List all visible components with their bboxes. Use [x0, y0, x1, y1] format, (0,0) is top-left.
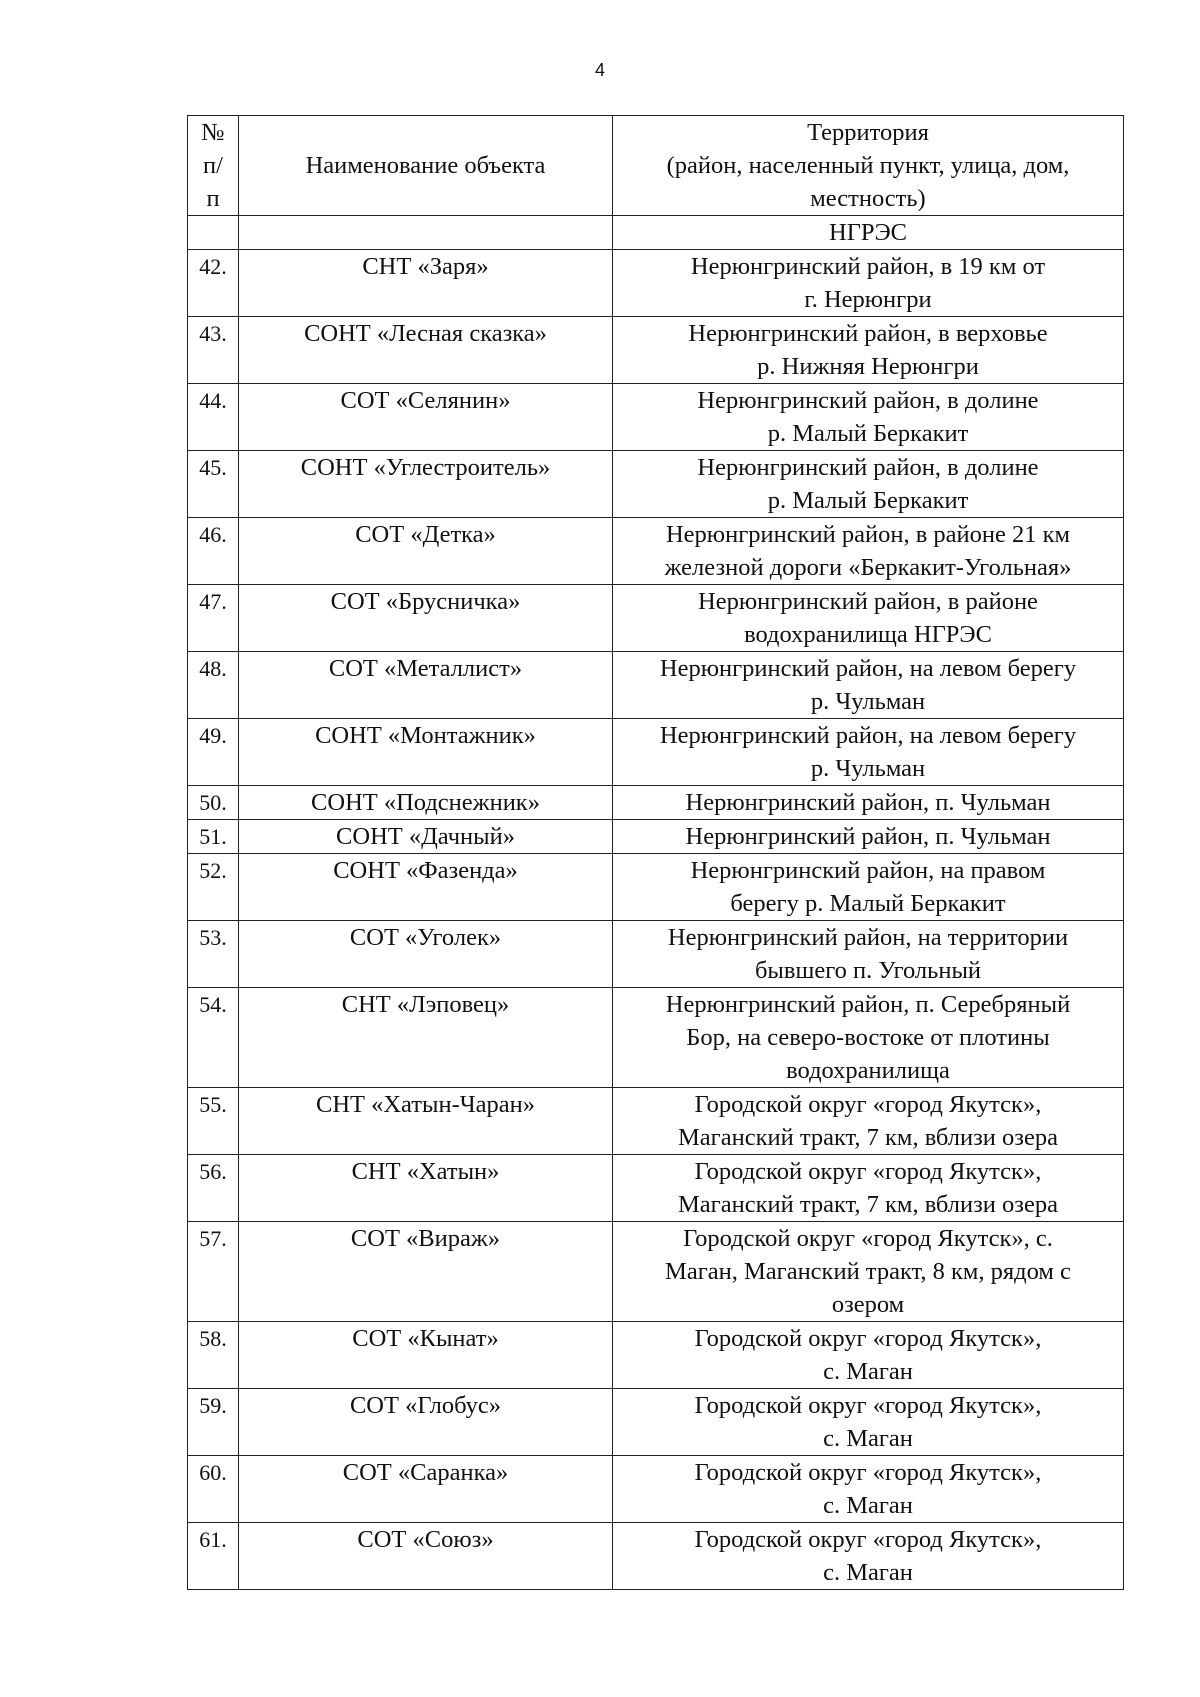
table-row	[188, 854, 1124, 921]
table-row	[188, 585, 1124, 652]
object-name: СОТ «Брусничка»	[239, 585, 613, 652]
table-header	[188, 116, 1124, 216]
section-territory: НГРЭС	[613, 216, 1124, 250]
object-name: СНТ «Заря»	[239, 250, 613, 317]
territory: Городской округ «город Якутск», с. Маган	[613, 1389, 1124, 1456]
table-row	[188, 988, 1124, 1088]
table-row	[188, 820, 1124, 854]
territory: Нерюнгринский район, на левом берегу р. Чульман	[613, 719, 1124, 786]
table-row	[188, 451, 1124, 518]
table-row	[188, 1222, 1124, 1322]
territory: Нерюнгринский район, п. Серебряный Бор, на северо-востоке от плотины водохранилища	[613, 988, 1124, 1088]
row-number: 58.	[188, 1322, 239, 1389]
table-row	[188, 652, 1124, 719]
object-name: СОНТ «Углестроитель»	[239, 451, 613, 518]
table-row	[188, 518, 1124, 585]
header-territory-line: Территория	[807, 119, 929, 146]
header-territory-line: (район, населенный пункт, улица, дом,	[666, 152, 1070, 179]
header-row	[188, 116, 1124, 216]
table-row	[188, 1456, 1124, 1523]
object-name: СОТ «Селянин»	[239, 384, 613, 451]
territory: Городской округ «город Якутск», с. Маган	[613, 1322, 1124, 1389]
header-territory-line: местность)	[810, 185, 926, 212]
table-row	[188, 250, 1124, 317]
row-number: 42.	[188, 250, 239, 317]
section-row	[188, 216, 1124, 250]
row-number: 57.	[188, 1222, 239, 1322]
page-number: 4	[594, 60, 605, 80]
territory: Нерюнгринский район, в районе водохранилища НГРЭС	[613, 585, 1124, 652]
object-name: СОНТ «Монтажник»	[239, 719, 613, 786]
object-name: СОТ «Уголек»	[239, 921, 613, 988]
object-name: СОТ «Саранка»	[239, 1456, 613, 1523]
row-number: 56.	[188, 1155, 239, 1222]
row-number: 44.	[188, 384, 239, 451]
table-row	[188, 921, 1124, 988]
row-number: 55.	[188, 1088, 239, 1155]
table-row	[188, 786, 1124, 820]
table-row	[188, 1322, 1124, 1389]
header-number-line: п	[206, 185, 220, 212]
territory: Нерюнгринский район, в долине р. Малый Беркакит	[613, 451, 1124, 518]
row-number: 53.	[188, 921, 239, 988]
header-number-line: п/	[203, 152, 223, 179]
object-name: СНТ «Лэповец»	[239, 988, 613, 1088]
territory: Городской округ «город Якутск», Маганский тракт, 7 км, вблизи озера	[613, 1088, 1124, 1155]
table-row	[188, 1088, 1124, 1155]
table-row	[188, 384, 1124, 451]
objects-table	[187, 115, 1124, 1590]
territory: Городской округ «город Якутск», Маганский тракт, 7 км, вблизи озера	[613, 1155, 1124, 1222]
header-object-name: Наименование объекта	[239, 116, 613, 216]
object-name: СОНТ «Фазенда»	[239, 854, 613, 921]
row-number: 49.	[188, 719, 239, 786]
header-territory	[613, 116, 1124, 216]
territory: Нерюнгринский район, на территории бывшего п. Угольный	[613, 921, 1124, 988]
table-row	[188, 719, 1124, 786]
territory: Нерюнгринский район, на левом берегу р. Чульман	[613, 652, 1124, 719]
section-number	[188, 216, 239, 250]
row-number: 47.	[188, 585, 239, 652]
object-name: СОТ «Союз»	[239, 1523, 613, 1590]
territory: Нерюнгринский район, п. Чульман	[613, 820, 1124, 854]
territory: Нерюнгринский район, на правом берегу р. Малый Беркакит	[613, 854, 1124, 921]
territory: Городской округ «город Якутск», с. Маган	[613, 1523, 1124, 1590]
header-number-line: №	[201, 119, 225, 146]
row-number: 60.	[188, 1456, 239, 1523]
territory: Нерюнгринский район, в верховье р. Нижняя Нерюнгри	[613, 317, 1124, 384]
section-name	[239, 216, 613, 250]
object-name: СОНТ «Подснежник»	[239, 786, 613, 820]
row-number: 51.	[188, 820, 239, 854]
table-row	[188, 1523, 1124, 1590]
row-number: 45.	[188, 451, 239, 518]
territory: Городской округ «город Якутск», с. Маган	[613, 1456, 1124, 1523]
row-number: 48.	[188, 652, 239, 719]
object-name: СНТ «Хатын-Чаран»	[239, 1088, 613, 1155]
row-number: 46.	[188, 518, 239, 585]
object-name: СОТ «Вираж»	[239, 1222, 613, 1322]
row-number: 50.	[188, 786, 239, 820]
row-number: 59.	[188, 1389, 239, 1456]
territory: Нерюнгринский район, в долине р. Малый Беркакит	[613, 384, 1124, 451]
table-row	[188, 317, 1124, 384]
row-number: 54.	[188, 988, 239, 1088]
row-number: 43.	[188, 317, 239, 384]
header-number	[188, 116, 239, 216]
object-name: СОТ «Кынат»	[239, 1322, 613, 1389]
row-number: 52.	[188, 854, 239, 921]
row-number: 61.	[188, 1523, 239, 1590]
territory: Нерюнгринский район, в 19 км от г. Нерюнгри	[613, 250, 1124, 317]
object-name: СОНТ «Дачный»	[239, 820, 613, 854]
object-name: СОТ «Металлист»	[239, 652, 613, 719]
object-name: СОТ «Глобус»	[239, 1389, 613, 1456]
table-body	[188, 216, 1124, 1590]
object-name: СОТ «Детка»	[239, 518, 613, 585]
territory: Нерюнгринский район, в районе 21 км железной дороги «Беркакит-Угольная»	[613, 518, 1124, 585]
table-row	[188, 1155, 1124, 1222]
territory: Городской округ «город Якутск», с. Маган, Маганский тракт, 8 км, рядом с озером	[613, 1222, 1124, 1322]
territory: Нерюнгринский район, п. Чульман	[613, 786, 1124, 820]
table-row	[188, 1389, 1124, 1456]
object-name: СНТ «Хатын»	[239, 1155, 613, 1222]
object-name: СОНТ «Лесная сказка»	[239, 317, 613, 384]
